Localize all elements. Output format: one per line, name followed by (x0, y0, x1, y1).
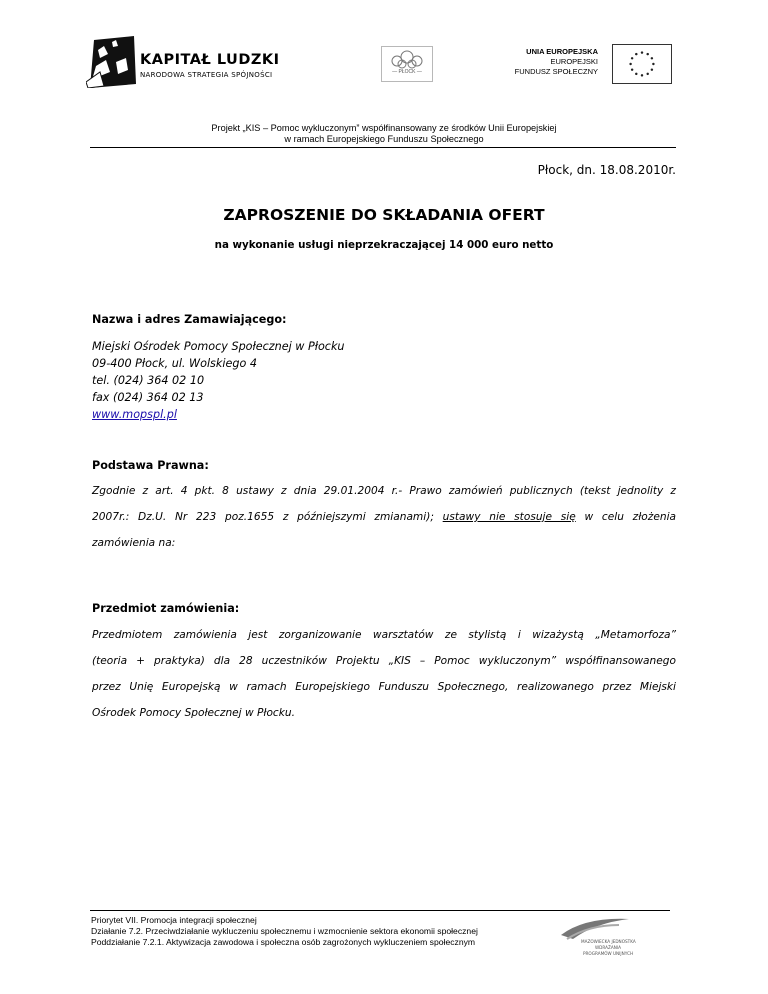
przedmiot-line-2: (teoria + praktyka) dla 28 uczestników Projektu „KIS – Pomoc wykluczonym” współfinansowanego (92, 655, 676, 667)
podstawa-line-3: zamówienia na: (92, 537, 176, 549)
document-date: Płock, dn. 18.08.2010r. (537, 163, 676, 177)
footer-divider (90, 910, 670, 911)
project-line-2: w ramach Europejskiego Funduszu Społecznego (284, 134, 484, 144)
przedmiot-line-3: przez Unię Europejską w ramach Europejskiego Funduszu Społecznego, realizowanego przez Miejski (92, 681, 676, 693)
podstawa-text: 2007r.: Dz.U. Nr 223 poz.1655 z późniejszymi zmianami); (92, 511, 434, 523)
document-subtitle: na wykonanie usługi nieprzekraczającej 14 000 euro netto (214, 239, 554, 251)
plock-logo (381, 46, 433, 82)
podstawa-line-1: Zgodnie z art. 4 pkt. 8 ustawy z dnia 29.01.2004 r.- Prawo zamówień publicznych (tekst jednolity z (92, 485, 676, 497)
section-heading-zamawiajacy: Nazwa i adres Zamawiającego: (92, 313, 287, 326)
footer-line: Działanie 7.2. Przeciwdziałanie wykluczeniu społecznemu i wzmocnienie sektora ekonomii społecznej (91, 926, 478, 936)
document-title: ZAPROSZENIE DO SKŁADANIA OFERT (223, 206, 545, 224)
efs-line1: EUROPEJSKI (550, 57, 598, 66)
ue-name: UNIA EUROPEJSKA (526, 47, 598, 56)
mjw-line3: PROGRAMÓW UNIJNYCH (583, 951, 634, 956)
address-line: 09-400 Płock, ul. Wolskiego 4 (92, 357, 257, 370)
footer-line: Priorytet VII. Promocja integracji społecznej (91, 915, 257, 925)
project-line-1: Projekt „KIS – Pomoc wykluczonym” współfinansowany ze środków Unii Europejskiej (211, 123, 557, 133)
footer-text (91, 915, 478, 948)
mjw-line1: MAZOWIECKA JEDNOSTKA (581, 939, 636, 944)
podstawa-text: w celu złożenia (584, 511, 676, 523)
section-heading-przedmiot: Przedmiot zamówienia: (92, 602, 240, 615)
address-line: Miejski Ośrodek Pomocy Społecznej w Płocku (92, 340, 345, 353)
kapital-ludzki-title: KAPITAŁ LUDZKI (140, 52, 280, 68)
efs-line2: FUNDUSZ SPOŁECZNY (514, 67, 598, 76)
podstawa-underlined: ustawy nie stosuje się (442, 511, 576, 523)
website-link[interactable]: www.mopspl.pl (92, 408, 177, 421)
kapital-ludzki-subtitle: NARODOWA STRATEGIA SPÓJNOŚCI (140, 71, 273, 79)
mjwpu-logo-icon (555, 913, 665, 961)
section-heading-podstawa: Podstawa Prawna: (92, 459, 209, 472)
footer-line: Poddziałanie 7.2.1. Aktywizacja zawodowa i społeczna osób zagrożonych wykluczeniem społecznym (91, 937, 476, 947)
eu-flag-icon (612, 44, 672, 84)
plock-logo-text: — PŁOCK — (392, 69, 422, 75)
mjw-line2: WDRAŻANIA (595, 945, 621, 950)
przedmiot-line-1: Przedmiotem zamówienia jest zorganizowanie warsztatów ze stylistą i wizażystą „Metamorfoza” (92, 629, 676, 641)
zamawiajacy-address (92, 338, 345, 423)
project-info (0, 123, 768, 145)
phone-line: tel. (024) 364 02 10 (92, 374, 205, 387)
fax-line: fax (024) 364 02 13 (92, 391, 204, 404)
kapital-ludzki-logo-icon (86, 36, 140, 88)
header-divider (90, 147, 676, 148)
ue-text-block (515, 47, 598, 77)
przedmiot-line-4: Ośrodek Pomocy Społecznej w Płocku. (92, 707, 295, 719)
